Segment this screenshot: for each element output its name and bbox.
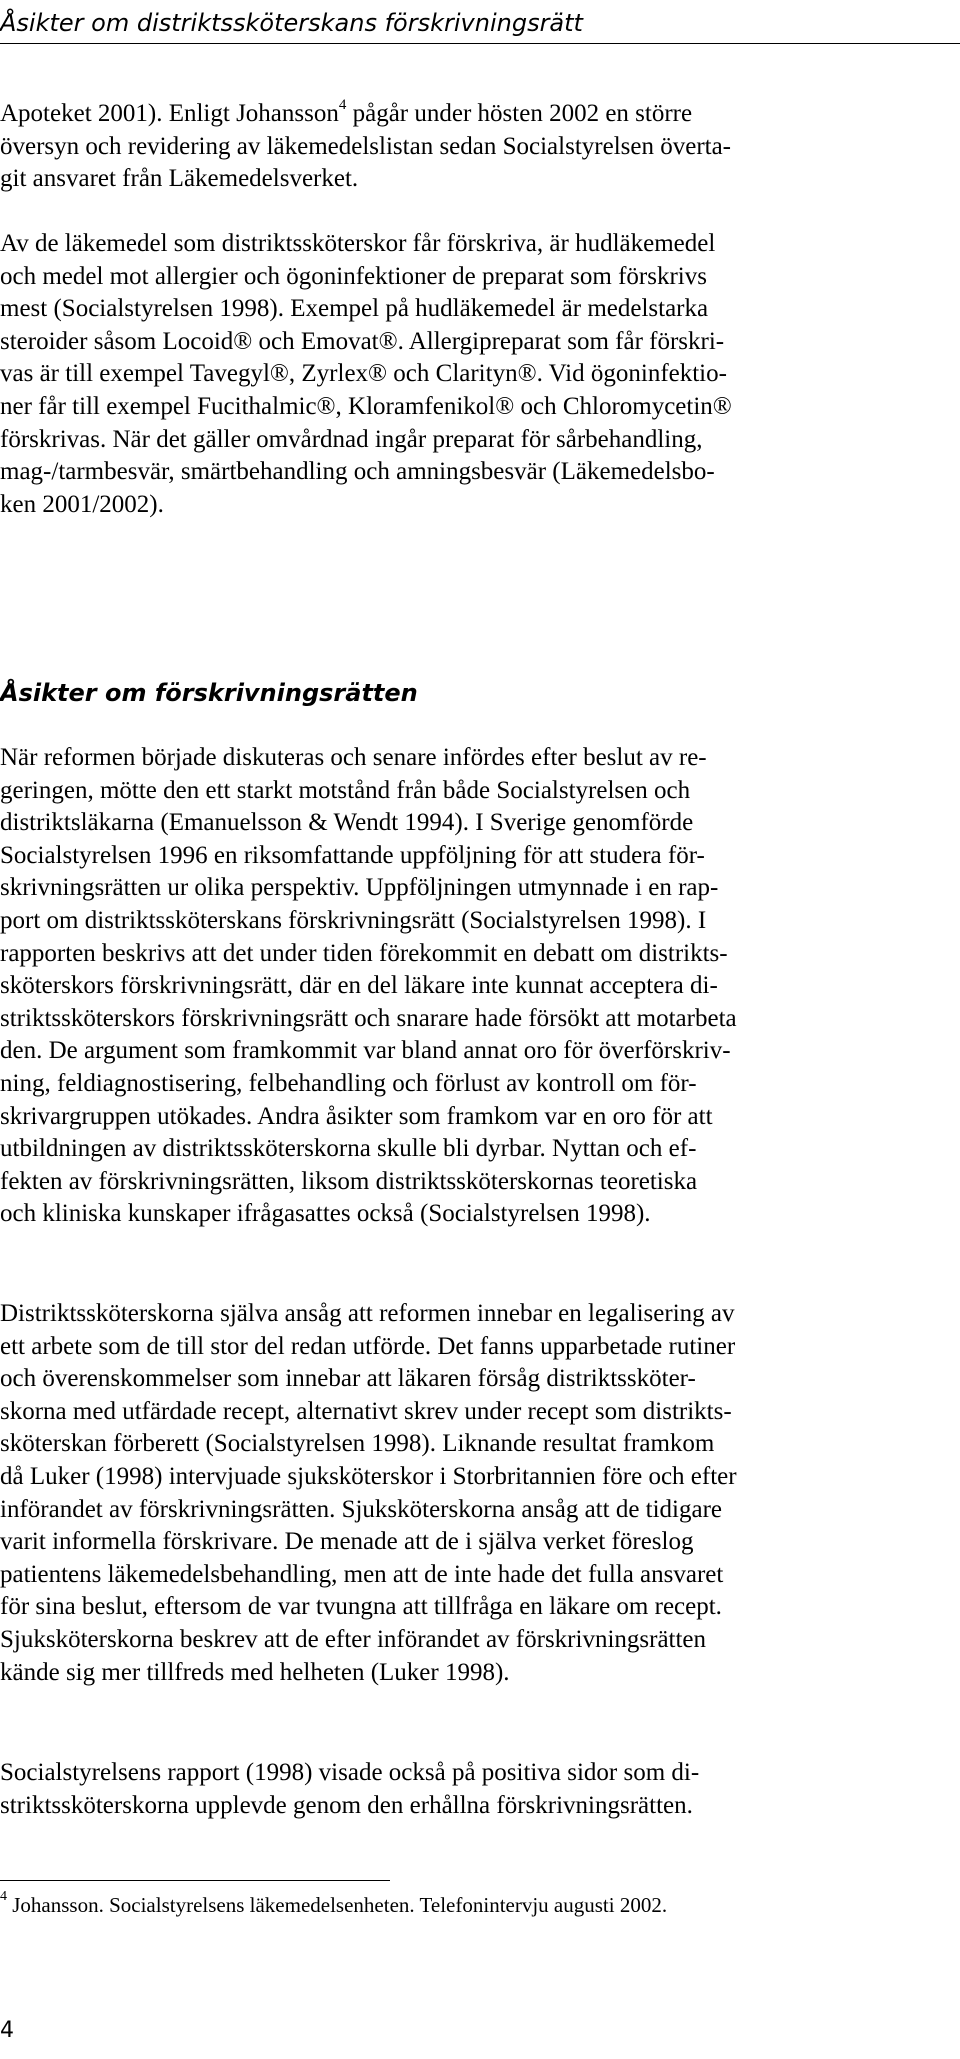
page-number: 4 <box>0 2018 14 2043</box>
paragraph-line: skrivningsrätten ur olika perspektiv. Uppföljningen utmynnade i en rap- <box>0 874 719 902</box>
paragraph-line: fekten av förskrivningsrätten, liksom distriktssköterskornas teoretiska <box>0 1167 698 1195</box>
paragraph-line <box>0 98 960 131</box>
paragraph-line: sköterskors förskrivningsrätt, där en del läkare inte kunnat acceptera di- <box>0 972 718 1000</box>
paragraph-line: ning, feldiagnostisering, felbehandling och förlust av kontroll om för- <box>0 1069 697 1097</box>
footnote-reference: 4 <box>338 96 347 113</box>
paragraph-1 <box>0 98 960 196</box>
paragraph-line: mest (Socialstyrelsen 1998). Exempel på hudläkemedel är medelstarka <box>0 295 709 323</box>
paragraph-5 <box>0 1757 960 1822</box>
line-text: pågår under hösten 2002 en större <box>346 100 693 127</box>
paragraph-line: Av de läkemedel som distriktssköterskor får förskriva, är hudläkemedel <box>0 230 716 257</box>
paragraph-line: vas är till exempel Tavegyl®, Zyrlex® och Clarityn®. Vid ögoninfektio- <box>0 360 727 388</box>
paragraph-line: ken 2001/2002). <box>0 490 164 518</box>
footnote-text: Johansson. Socialstyrelsens läkemedelsenheten. Telefonintervju augusti 2002. <box>7 1893 668 1917</box>
paragraph-line: sköterskan förberett (Socialstyrelsen 1998). Liknande resultat framkom <box>0 1430 715 1458</box>
paragraph-line: mag-/tarmbesvär, smärtbehandling och amningsbesvär (Läkemedelsbo- <box>0 458 715 486</box>
paragraph-line: striktssköterskors förskrivningsrätt och snarare hade försökt att motarbeta <box>0 1004 737 1032</box>
paragraph-line: varit informella förskrivare. De menade att de i själva verket föreslog <box>0 1528 694 1556</box>
paragraph-line: kände sig mer tillfreds med helheten (Luker 1998). <box>0 1658 510 1686</box>
section-heading: Åsikter om förskrivningsrätten <box>0 679 418 707</box>
paragraph-line: skrivargruppen utökades. Andra åsikter som framkom var en oro för att <box>0 1102 713 1130</box>
paragraph-line: När reformen började diskuteras och senare infördes efter beslut av re- <box>0 744 707 771</box>
paragraph-line: Socialstyrelsens rapport (1998) visade också på positiva sidor som di- <box>0 1759 700 1786</box>
paragraph-line: striktssköterskorna upplevde genom den erhållna förskrivningsrätten. <box>0 1791 693 1819</box>
paragraph-line: och medel mot allergier och ögoninfektioner de preparat som förskrivs <box>0 262 707 290</box>
header-divider <box>0 43 960 44</box>
line-text: Apoteket 2001). Enligt Johansson <box>0 100 339 127</box>
paragraph-line: Socialstyrelsen 1996 en riksomfattande uppföljning för att studera för- <box>0 841 705 869</box>
running-header: Åsikter om distriktssköterskans förskrivningsrätt <box>0 9 583 37</box>
paragraph-line: steroider såsom Locoid® och Emovat®. Allergipreparat som får förskri- <box>0 327 725 355</box>
paragraph-line: förskrivas. När det gäller omvårdnad ingår preparat för sårbehandling, <box>0 425 703 453</box>
paragraph-line: rapporten beskrivs att det under tiden förekommit en debatt om distrikts- <box>0 939 728 967</box>
paragraph-line: port om distriktssköterskans förskrivningsrätt (Socialstyrelsen 1998). I <box>0 906 707 934</box>
paragraph-line: geringen, mötte den ett starkt motstånd från både Socialstyrelsen och <box>0 776 691 804</box>
paragraph-line: ner får till exempel Fucithalmic®, Kloramfenikol® och Chloromycetin® <box>0 392 732 420</box>
paragraph-line: patientens läkemedelsbehandling, men att de inte hade det fulla ansvaret <box>0 1560 724 1588</box>
paragraph-line: den. De argument som framkommit var bland annat oro för överförskriv- <box>0 1037 731 1065</box>
paragraph-line: ett arbete som de till stor del redan utförde. Det fanns upparbetade rutiner <box>0 1332 736 1360</box>
paragraph-line: för sina beslut, eftersom de var tvungna att tillfråga en läkare om recept. <box>0 1593 722 1621</box>
paragraph-2 <box>0 228 960 521</box>
paragraph-line: git ansvaret från Läkemedelsverket. <box>0 165 359 193</box>
footnote-divider <box>0 1880 390 1881</box>
paragraph-line: Sjuksköterskorna beskrev att de efter införandet av förskrivningsrätten <box>0 1625 707 1653</box>
paragraph-line: Distriktssköterskorna själva ansåg att reformen innebar en legalisering av <box>0 1300 735 1327</box>
paragraph-3 <box>0 742 960 1231</box>
paragraph-line: då Luker (1998) intervjuade sjuksköterskor i Storbritannien före och efter <box>0 1462 737 1490</box>
footnote <box>0 1890 667 1920</box>
paragraph-line: distriktsläkarna (Emanuelsson & Wendt 1994). I Sverige genomförde <box>0 809 694 837</box>
paragraph-line: översyn och revidering av läkemedelslistan sedan Socialstyrelsen överta- <box>0 132 732 160</box>
paragraph-line: införandet av förskrivningsrätten. Sjuksköterskorna ansåg att de tidigare <box>0 1495 723 1523</box>
paragraph-4 <box>0 1298 960 1689</box>
paragraph-line: och kliniska kunskaper ifrågasattes också (Socialstyrelsen 1998). <box>0 1200 651 1228</box>
paragraph-line: skorna med utfärdade recept, alternativt skrev under recept som distrikts- <box>0 1397 732 1425</box>
paragraph-line: utbildningen av distriktssköterskorna skulle bli dyrbar. Nyttan och ef- <box>0 1135 697 1163</box>
footnote-number: 4 <box>0 1889 7 1904</box>
paragraph-line: och överenskommelser som innebar att läkaren försåg distriktssköter- <box>0 1365 696 1393</box>
